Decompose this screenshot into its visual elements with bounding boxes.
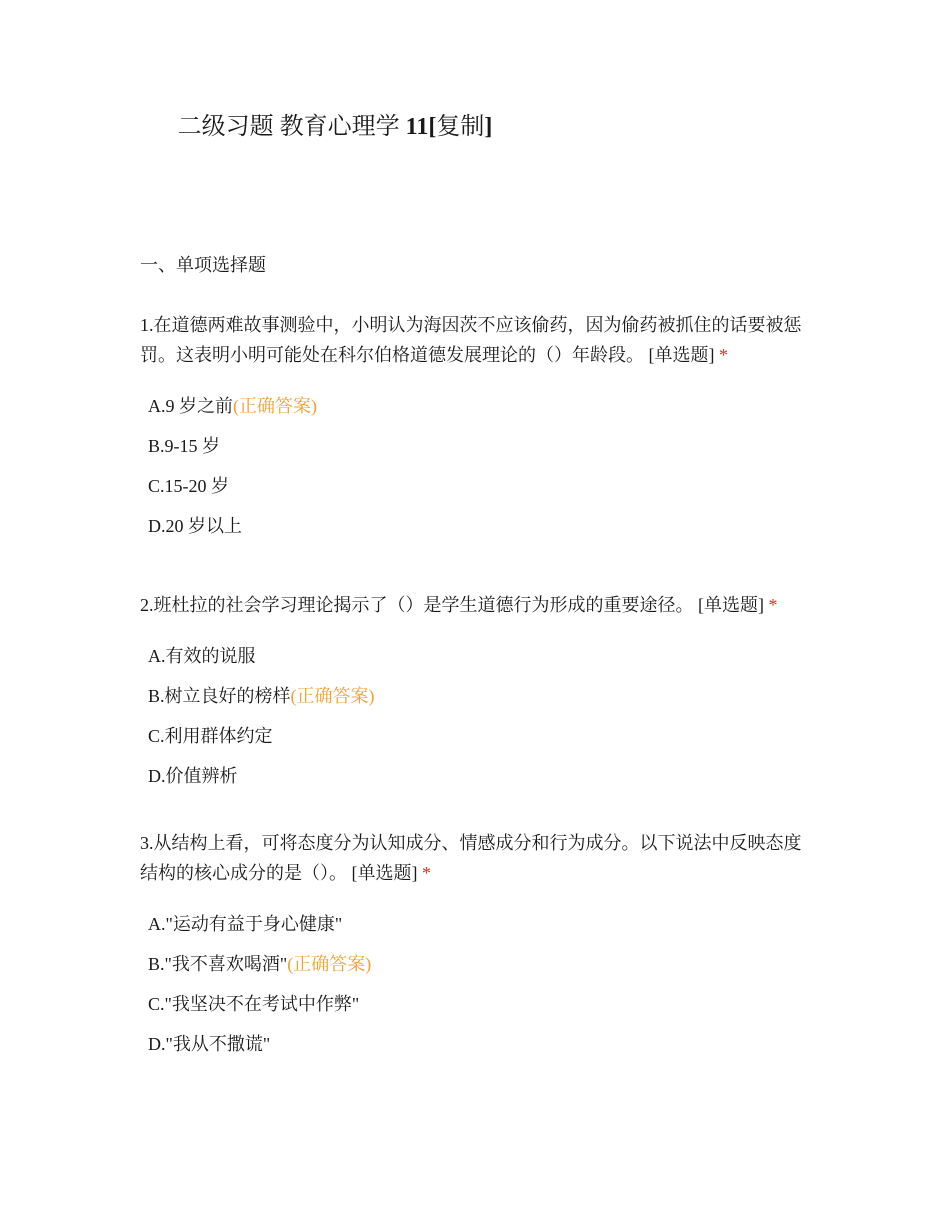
option-text: D.价值辨析 <box>148 766 238 786</box>
option-text: A.9 岁之前 <box>148 396 233 416</box>
question-text: 3.从结构上看，可将态度分为认知成分、情感成分和行为成分。以下说法中反映态度结构的核心成分的是（）。 <box>140 833 802 883</box>
option-d <box>140 506 820 546</box>
option-d <box>140 1024 820 1064</box>
question-2 <box>140 590 820 796</box>
option-d <box>140 756 820 796</box>
option-b <box>140 426 820 466</box>
question-1 <box>140 310 820 546</box>
option-text: C.利用群体约定 <box>148 726 273 746</box>
option-text: D.20 岁以上 <box>148 516 242 536</box>
correct-answer-tag: (正确答案) <box>287 954 372 974</box>
question-type-label: [单选题] <box>648 345 715 365</box>
title-bold: 11[ <box>405 114 437 140</box>
question-3 <box>140 828 820 1064</box>
required-mark: * <box>719 345 728 365</box>
option-c <box>140 716 820 756</box>
option-a <box>140 904 820 944</box>
option-text: B.树立良好的榜样 <box>148 686 291 706</box>
question-text: 2.班杜拉的社会学习理论揭示了（）是学生道德行为形成的重要途径。 <box>140 595 694 615</box>
title-suffix: ] <box>484 114 493 140</box>
title-mid: 复制 <box>436 114 485 140</box>
option-list <box>140 386 820 546</box>
title-prefix: 二级习题 教育心理学 <box>177 114 406 140</box>
option-text: B."我不喜欢喝酒" <box>148 954 288 974</box>
option-a <box>140 386 820 426</box>
option-text: B.9-15 岁 <box>148 436 220 456</box>
page-title <box>0 110 810 144</box>
question-text: 1.在道德两难故事测验中，小明认为海因茨不应该偷药，因为偷药被抓住的话要被惩罚。这表明小明可能处在科尔伯格道德发展理论的（）年龄段。 <box>140 315 802 365</box>
option-c <box>140 466 820 506</box>
option-b <box>140 944 820 984</box>
option-text: A.有效的说服 <box>148 646 256 666</box>
option-a <box>140 636 820 676</box>
question-stem <box>140 310 810 370</box>
required-mark: * <box>422 863 431 883</box>
option-b <box>140 676 820 716</box>
option-text: C.15-20 岁 <box>148 476 229 496</box>
option-c <box>140 984 820 1024</box>
option-text: C."我坚决不在考试中作弊" <box>148 994 360 1014</box>
option-list <box>140 636 820 796</box>
option-text: A."运动有益于身心健康" <box>148 914 343 934</box>
option-list <box>140 904 820 1064</box>
question-stem <box>140 590 810 620</box>
question-type-label: [单选题] <box>698 595 764 615</box>
correct-answer-tag: (正确答案) <box>290 686 375 706</box>
correct-answer-tag: (正确答案) <box>233 396 317 416</box>
required-mark: * <box>768 595 778 615</box>
option-text: D."我从不撒谎" <box>148 1034 271 1054</box>
section-heading: 一、单项选择题 <box>140 255 266 275</box>
question-type-label: [单选题] <box>351 863 418 883</box>
question-stem <box>140 828 810 888</box>
